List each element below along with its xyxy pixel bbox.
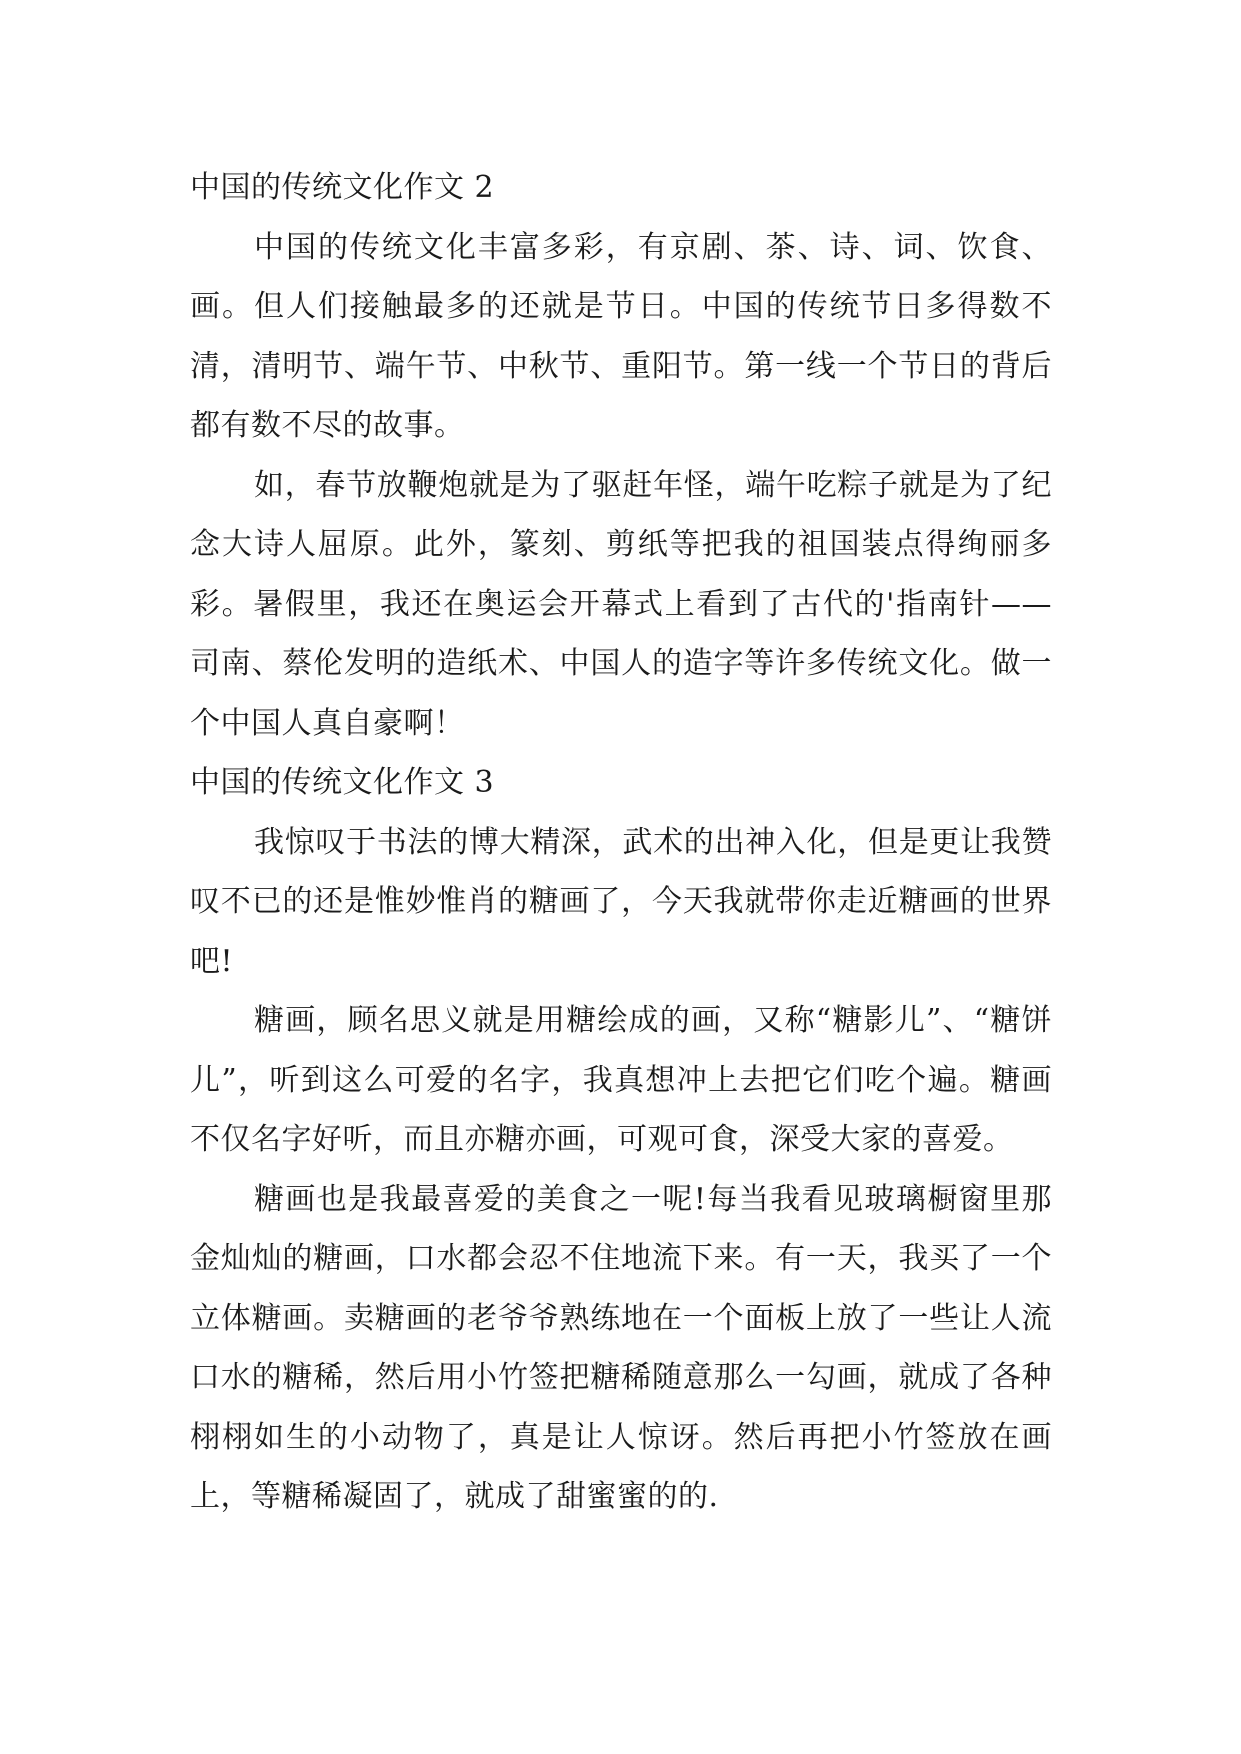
essay-section-3 bbox=[190, 753, 1052, 1527]
essay-section-2 bbox=[190, 158, 1052, 753]
paragraph: 如，春节放鞭炮就是为了驱赶年怪，端午吃粽子就是为了纪念大诗人屈原。此外，篆刻、剪纸等把我的祖国装点得绚丽多彩。暑假里，我还在奥运会开幕式上看到了古代的'指南针——司南、蔡伦发明的造纸术、中国人的造字等许多传统文化。做一个中国人真自豪啊！ bbox=[190, 467, 1052, 741]
paragraph: 糖画也是我最喜爱的美食之一呢!每当我看见玻璃橱窗里那金灿灿的糖画，口水都会忍不住地流下来。有一天，我买了一个立体糖画。卖糖画的老爷爷熟练地在一个面板上放了一些让人流口水的糖稀，然后用小竹签把糖稀随意那么一勾画，就成了各种栩栩如生的小动物了，真是让人惊讶。然后再把小竹签放在画上，等糖稀凝固了，就成了甜蜜蜜的的. bbox=[190, 1181, 1052, 1514]
paragraph: 中国的传统文化丰富多彩，有京剧、茶、诗、词、饮食、画。但人们接触最多的还就是节日。中国的传统节日多得数不清，清明节、端午节、中秋节、重阳节。第一线一个节日的背后都有数不尽的故事。 bbox=[190, 229, 1052, 443]
essay-title: 中国的传统文化作文 2 bbox=[190, 170, 495, 205]
document-body bbox=[190, 158, 1052, 1527]
paragraph: 我惊叹于书法的博大精深，武术的出神入化，但是更让我赞叹不已的还是惟妙惟肖的糖画了，今天我就带你走近糖画的世界吧! bbox=[190, 824, 1052, 979]
paragraph: 糖画，顾名思义就是用糖绘成的画，又称“糖影儿”、“糖饼儿”，听到这么可爱的名字，我真想冲上去把它们吃个遍。糖画不仅名字好听，而且亦糖亦画，可观可食，深受大家的喜爱。 bbox=[190, 1003, 1052, 1157]
essay-title: 中国的传统文化作文 3 bbox=[190, 765, 495, 800]
